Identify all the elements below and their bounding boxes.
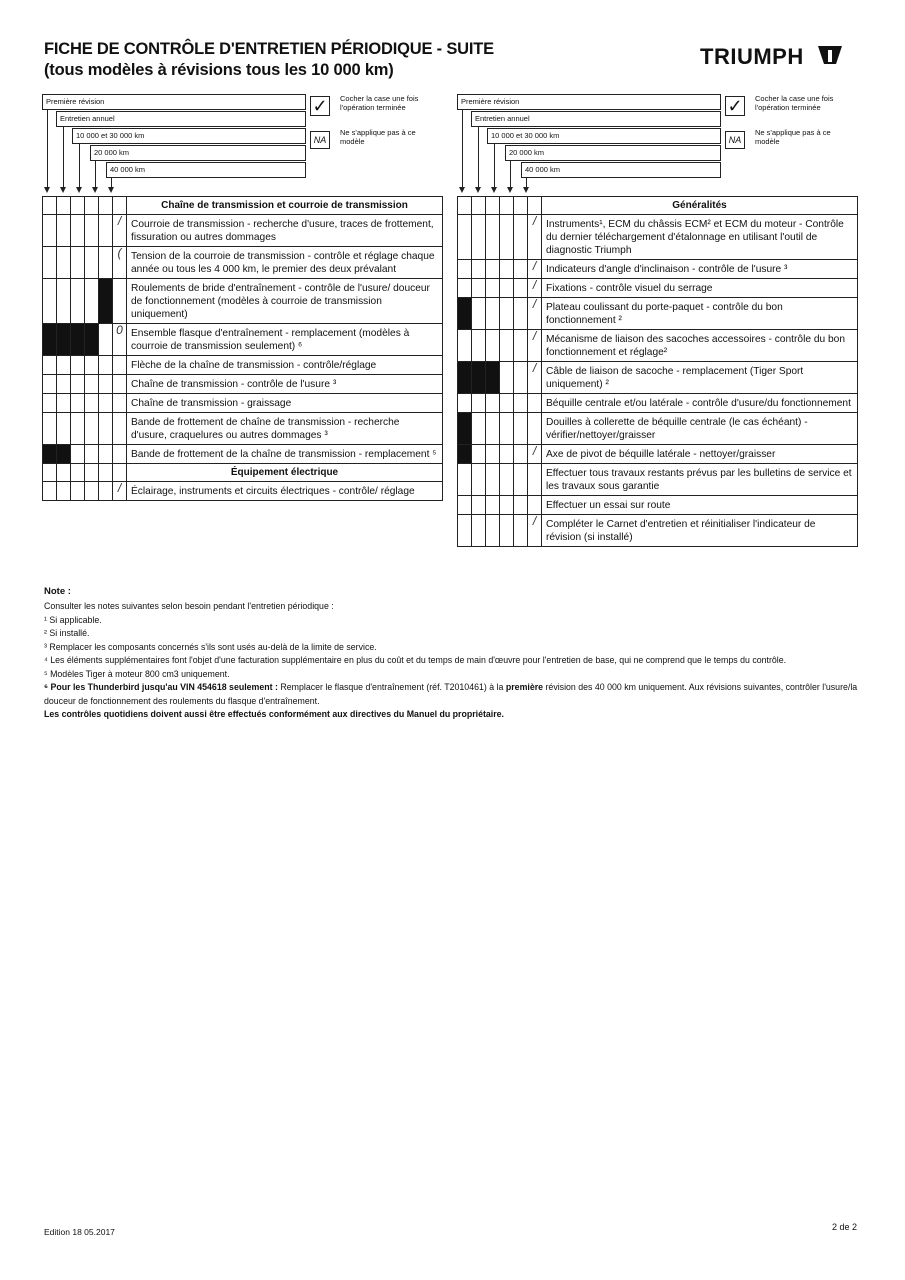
interval-checkbox[interactable] <box>514 279 528 298</box>
legend-level-3: 20 000 km <box>90 145 306 161</box>
task-description: Flèche de la chaîne de transmission - contrôle/réglage <box>127 356 443 375</box>
arrow-down-icon <box>92 187 98 193</box>
table-row <box>43 413 443 445</box>
not-applicable-cell <box>99 279 113 324</box>
blank-cell <box>472 197 486 215</box>
completion-checkbox[interactable] <box>528 215 542 260</box>
interval-checkbox[interactable] <box>99 413 113 445</box>
interval-checkbox[interactable] <box>486 464 500 496</box>
completion-checkbox[interactable] <box>113 215 127 247</box>
task-description: Bande de frottement de chaîne de transmission - recherche d'usure, craquelures ou autres dommages ³ <box>127 413 443 445</box>
edition-label: Edition 18 05.2017 <box>44 1227 115 1237</box>
completion-checkbox[interactable] <box>528 362 542 394</box>
interval-checkbox[interactable] <box>514 330 528 362</box>
table-row <box>43 394 443 413</box>
interval-checkbox[interactable] <box>43 413 57 445</box>
handwritten-mark: / <box>117 214 122 228</box>
interval-checkbox[interactable] <box>500 362 514 394</box>
interval-checkbox[interactable] <box>458 330 472 362</box>
note-item: ⁴ Les éléments supplémentaires font l'objet d'une facturation supplémentaire en plus du coût et du temps de main d'œuvre pour l'entretien de base, qui ne comprend que le temps du contrôle. <box>44 655 787 665</box>
completion-checkbox[interactable] <box>528 260 542 279</box>
check-icon: ✓ <box>725 96 745 116</box>
completion-checkbox[interactable] <box>528 298 542 330</box>
interval-checkbox[interactable] <box>500 215 514 260</box>
interval-checkbox[interactable] <box>472 464 486 496</box>
completion-checkbox[interactable] <box>113 482 127 501</box>
legend-arrow-line <box>494 144 495 188</box>
legend-arrow-line <box>462 110 463 188</box>
arrow-down-icon <box>523 187 529 193</box>
interval-checkbox[interactable] <box>57 247 71 279</box>
legend-level-3: 20 000 km <box>505 145 721 161</box>
legend-arrow-line <box>95 161 96 188</box>
table-row <box>43 375 443 394</box>
checklist-table-right <box>457 196 858 547</box>
interval-checkbox[interactable] <box>514 298 528 330</box>
task-description: Effectuer un essai sur route <box>542 496 858 515</box>
task-description: Courroie de transmission - recherche d'usure, traces de frottement, fissuration ou autres dommages <box>127 215 443 247</box>
interval-checkbox[interactable] <box>71 356 85 375</box>
blank-cell <box>85 464 99 482</box>
interval-checkbox[interactable] <box>71 445 85 464</box>
interval-checkbox[interactable] <box>486 515 500 547</box>
completion-checkbox[interactable] <box>528 496 542 515</box>
table-row <box>458 394 858 413</box>
arrow-down-icon <box>475 187 481 193</box>
interval-checkbox[interactable] <box>85 247 99 279</box>
handwritten-mark: / <box>532 329 537 343</box>
table-row <box>458 298 858 330</box>
check-icon: ✓ <box>310 96 330 116</box>
handwritten-mark: / <box>532 514 537 528</box>
arrow-down-icon <box>44 187 50 193</box>
interval-checkbox[interactable] <box>99 247 113 279</box>
blank-cell <box>486 197 500 215</box>
check-cell <box>113 197 127 215</box>
interval-checkbox[interactable] <box>57 215 71 247</box>
not-applicable-cell <box>486 362 500 394</box>
blank-cell <box>43 197 57 215</box>
task-description: Fixations - contrôle visuel du serrage <box>542 279 858 298</box>
section-title: Généralités <box>542 197 858 215</box>
section-header-row <box>458 197 858 215</box>
legend-level-1: Entretien annuel <box>56 111 306 127</box>
interval-checkbox[interactable] <box>514 394 528 413</box>
interval-checkbox[interactable] <box>43 247 57 279</box>
legend-level-0: Première révision <box>42 94 306 110</box>
legend-level-2: 10 000 et 30 000 km <box>487 128 721 144</box>
interval-checkbox[interactable] <box>486 496 500 515</box>
interval-checkbox[interactable] <box>500 260 514 279</box>
task-description: Compléter le Carnet d'entretien et réinitialiser l'indicateur de révision (si installé) <box>542 515 858 547</box>
check-cell <box>113 464 127 482</box>
interval-checkbox[interactable] <box>472 413 486 445</box>
not-applicable-cell <box>458 445 472 464</box>
interval-checkbox[interactable] <box>57 375 71 394</box>
interval-checkbox[interactable] <box>57 482 71 501</box>
interval-checkbox[interactable] <box>514 362 528 394</box>
task-description: Douilles à collerette de béquille centrale (le cas échéant) - vérifier/nettoyer/graisser <box>542 413 858 445</box>
section-title: Chaîne de transmission et courroie de transmission <box>127 197 443 215</box>
table-row <box>458 496 858 515</box>
table-row <box>458 330 858 362</box>
na-box: NA <box>725 131 745 149</box>
blank-cell <box>71 197 85 215</box>
task-description: Tension de la courroie de transmission - contrôle et réglage chaque année ou tous les 4 000 km, le premier des deux prévalant <box>127 247 443 279</box>
interval-checkbox[interactable] <box>458 496 472 515</box>
not-applicable-cell <box>472 362 486 394</box>
table-row <box>43 356 443 375</box>
table-row <box>458 515 858 547</box>
blank-cell <box>57 464 71 482</box>
completion-checkbox[interactable] <box>113 445 127 464</box>
task-description: Chaîne de transmission - contrôle de l'usure ³ <box>127 375 443 394</box>
interval-checkbox[interactable] <box>71 247 85 279</box>
not-applicable-cell <box>71 324 85 356</box>
triumph-logo-icon <box>818 44 842 66</box>
interval-checkbox[interactable] <box>57 413 71 445</box>
completion-checkbox[interactable] <box>113 356 127 375</box>
legend-check-text: Cocher la case une fois l'opération terminée <box>340 94 419 112</box>
table-row <box>43 247 443 279</box>
na-box: NA <box>310 131 330 149</box>
task-description: Plateau coulissant du porte-paquet - contrôle du bon fonctionnement ² <box>542 298 858 330</box>
completion-checkbox[interactable] <box>528 464 542 496</box>
arrow-down-icon <box>108 187 114 193</box>
arrow-down-icon <box>459 187 465 193</box>
not-applicable-cell <box>57 324 71 356</box>
table-row <box>458 215 858 260</box>
notes-heading: Note : <box>44 586 71 597</box>
interval-checkbox[interactable] <box>472 279 486 298</box>
page-subtitle: (tous modèles à révisions tous les 10 000 km) <box>44 61 394 79</box>
blank-cell <box>43 464 57 482</box>
table-row <box>458 279 858 298</box>
checklist-table-left <box>42 196 443 501</box>
table-row <box>43 482 443 501</box>
interval-checkbox[interactable] <box>514 215 528 260</box>
interval-checkbox[interactable] <box>500 413 514 445</box>
legend-arrow-line <box>63 127 64 188</box>
not-applicable-cell <box>57 445 71 464</box>
interval-checkbox[interactable] <box>472 298 486 330</box>
interval-checkbox[interactable] <box>85 279 99 324</box>
handwritten-mark: / <box>532 259 537 273</box>
not-applicable-cell <box>43 324 57 356</box>
legend-na-text: Ne s'applique pas à ce modèle <box>755 128 831 146</box>
legend-arrow-line <box>510 161 511 188</box>
interval-checkbox[interactable] <box>486 330 500 362</box>
interval-checkbox[interactable] <box>500 298 514 330</box>
note-item: ² Si installé. <box>44 628 90 638</box>
not-applicable-cell <box>458 413 472 445</box>
interval-checkbox[interactable] <box>514 464 528 496</box>
handwritten-mark: / <box>117 481 122 495</box>
interval-checkbox[interactable] <box>57 356 71 375</box>
interval-checkbox[interactable] <box>43 215 57 247</box>
legend-check-text: Cocher la case une fois l'opération terminée <box>755 94 834 112</box>
interval-checkbox[interactable] <box>500 330 514 362</box>
interval-checkbox[interactable] <box>472 215 486 260</box>
completion-checkbox[interactable] <box>528 330 542 362</box>
interval-checkbox[interactable] <box>99 375 113 394</box>
table-row <box>458 464 858 496</box>
interval-checkbox[interactable] <box>458 464 472 496</box>
legend-arrow-line <box>47 110 48 188</box>
table-row <box>458 413 858 445</box>
interval-checkbox[interactable] <box>458 515 472 547</box>
completion-checkbox[interactable] <box>113 324 127 356</box>
interval-checkbox[interactable] <box>99 356 113 375</box>
handwritten-mark: / <box>532 278 537 292</box>
interval-checkbox[interactable] <box>514 515 528 547</box>
interval-checkbox[interactable] <box>500 394 514 413</box>
interval-checkbox[interactable] <box>458 279 472 298</box>
completion-checkbox[interactable] <box>528 515 542 547</box>
note-item: ⁵ Modèles Tiger à moteur 800 cm3 uniquement. <box>44 668 230 679</box>
interval-checkbox[interactable] <box>85 375 99 394</box>
completion-checkbox[interactable] <box>113 413 127 445</box>
section-header-row <box>43 197 443 215</box>
interval-checkbox[interactable] <box>486 394 500 413</box>
table-row <box>43 279 443 324</box>
table-row <box>458 362 858 394</box>
completion-checkbox[interactable] <box>528 413 542 445</box>
brand-logo: TRIUMPH <box>700 44 804 69</box>
interval-checkbox[interactable] <box>85 215 99 247</box>
page-title: FICHE DE CONTRÔLE D'ENTRETIEN PÉRIODIQUE - SUITE <box>44 40 494 58</box>
interval-checkbox[interactable] <box>500 464 514 496</box>
task-description: Béquille centrale et/ou latérale - contrôle d'usure/du fonctionnement <box>542 394 858 413</box>
interval-checkbox[interactable] <box>486 413 500 445</box>
handwritten-mark: / <box>532 444 537 458</box>
completion-checkbox[interactable] <box>528 445 542 464</box>
blank-cell <box>514 197 528 215</box>
legend-level-1: Entretien annuel <box>471 111 721 127</box>
blank-cell <box>57 197 71 215</box>
table-row <box>458 260 858 279</box>
not-applicable-cell <box>43 445 57 464</box>
interval-checkbox[interactable] <box>71 482 85 501</box>
interval-checkbox[interactable] <box>486 445 500 464</box>
interval-checkbox[interactable] <box>458 260 472 279</box>
legend-arrow-line <box>79 144 80 188</box>
interval-checkbox[interactable] <box>486 260 500 279</box>
note-item: ¹ Si applicable. <box>44 614 102 625</box>
interval-checkbox[interactable] <box>99 215 113 247</box>
legend-na-text: Ne s'applique pas à ce modèle <box>340 128 416 146</box>
interval-checkbox[interactable] <box>99 445 113 464</box>
interval-checkbox[interactable] <box>85 356 99 375</box>
completion-checkbox[interactable] <box>113 279 127 324</box>
note-item-6: ⁶ Pour les Thunderbird jusqu'au VIN 454618 seulement : Remplacer le flasque d'entraînement (réf. T2010461) à la première révision des 40 000 km uniquement. Aux révisions suivantes, contrôler l'usure/la douceur de fonctionnement des roulements du flasque d'entraînement. <box>44 682 858 706</box>
interval-checkbox[interactable] <box>500 515 514 547</box>
not-applicable-cell <box>85 324 99 356</box>
interval-checkbox[interactable] <box>43 356 57 375</box>
interval-checkbox[interactable] <box>486 279 500 298</box>
interval-checkbox[interactable] <box>500 496 514 515</box>
interval-checkbox[interactable] <box>486 298 500 330</box>
table-row <box>43 324 443 356</box>
interval-checkbox[interactable] <box>458 394 472 413</box>
interval-checkbox[interactable] <box>57 279 71 324</box>
interval-checkbox[interactable] <box>85 482 99 501</box>
completion-checkbox[interactable] <box>528 279 542 298</box>
blank-cell <box>99 197 113 215</box>
legend-level-2: 10 000 et 30 000 km <box>72 128 306 144</box>
interval-checkbox[interactable] <box>472 445 486 464</box>
arrow-down-icon <box>507 187 513 193</box>
interval-checkbox[interactable] <box>71 394 85 413</box>
task-description: Bande de frottement de la chaîne de transmission - remplacement ⁵ <box>127 445 443 464</box>
arrow-down-icon <box>76 187 82 193</box>
interval-checkbox[interactable] <box>500 279 514 298</box>
notes-block <box>44 600 859 722</box>
interval-checkbox[interactable] <box>486 215 500 260</box>
interval-checkbox[interactable] <box>514 445 528 464</box>
legend-level-0: Première révision <box>457 94 721 110</box>
task-description: Chaîne de transmission - graissage <box>127 394 443 413</box>
blank-cell <box>99 464 113 482</box>
task-description: Effectuer tous travaux restants prévus par les bulletins de service et les travaux sous garantie <box>542 464 858 496</box>
interval-checkbox[interactable] <box>99 394 113 413</box>
blank-cell <box>458 197 472 215</box>
legend-level-4: 40 000 km <box>521 162 721 178</box>
task-description: Éclairage, instruments et circuits électriques - contrôle/ réglage <box>127 482 443 501</box>
legend-arrow-line <box>478 127 479 188</box>
not-applicable-cell <box>458 362 472 394</box>
section-title: Équipement électrique <box>127 464 443 482</box>
interval-checkbox[interactable] <box>458 215 472 260</box>
task-description: Instruments¹, ECM du châssis ECM² et ECM du moteur - Contrôle du dernier téléchargement d'étalonnage en utilisant l'outil de diagnostic Triumph <box>542 215 858 260</box>
interval-checkbox[interactable] <box>514 413 528 445</box>
handwritten-mark: / <box>532 297 537 311</box>
interval-checkbox[interactable] <box>71 413 85 445</box>
interval-checkbox[interactable] <box>43 375 57 394</box>
interval-checkbox[interactable] <box>99 324 113 356</box>
interval-checkbox[interactable] <box>85 394 99 413</box>
section-header-row <box>43 464 443 482</box>
page-number: 2 de 2 <box>832 1222 858 1232</box>
arrow-down-icon <box>491 187 497 193</box>
interval-checkbox[interactable] <box>472 496 486 515</box>
table-row <box>43 445 443 464</box>
interval-checkbox[interactable] <box>472 260 486 279</box>
blank-cell <box>85 197 99 215</box>
interval-checkbox[interactable] <box>99 482 113 501</box>
interval-checkbox[interactable] <box>43 394 57 413</box>
interval-checkbox[interactable] <box>472 330 486 362</box>
handwritten-mark: / <box>532 361 537 375</box>
task-description: Ensemble flasque d'entraînement - remplacement (modèles à courroie de transmission seulement) ⁶ <box>127 324 443 356</box>
interval-checkbox[interactable] <box>71 375 85 394</box>
not-applicable-cell <box>458 298 472 330</box>
interval-checkbox[interactable] <box>71 279 85 324</box>
interval-checkbox[interactable] <box>514 496 528 515</box>
completion-checkbox[interactable] <box>113 375 127 394</box>
interval-checkbox[interactable] <box>472 394 486 413</box>
interval-checkbox[interactable] <box>57 394 71 413</box>
handwritten-mark: 0 <box>116 323 123 337</box>
blank-cell <box>500 197 514 215</box>
task-description: Roulements de bride d'entraînement - contrôle de l'usure/ douceur de fonctionnement (modèles à courroie de transmission uniquement) <box>127 279 443 324</box>
task-description: Câble de liaison de sacoche - remplacement (Tiger Sport uniquement) ² <box>542 362 858 394</box>
task-description: Mécanisme de liaison des sacoches accessoires - contrôle du bon fonctionnement et réglage² <box>542 330 858 362</box>
notes-intro: Consulter les notes suivantes selon besoin pendant l'entretien périodique : <box>44 601 334 611</box>
blank-cell <box>71 464 85 482</box>
legend-level-4: 40 000 km <box>106 162 306 178</box>
task-description: Axe de pivot de béquille latérale - nettoyer/graisser <box>542 445 858 464</box>
interval-checkbox[interactable] <box>514 260 528 279</box>
completion-checkbox[interactable] <box>113 247 127 279</box>
interval-checkbox[interactable] <box>472 515 486 547</box>
completion-checkbox[interactable] <box>528 394 542 413</box>
interval-checkbox[interactable] <box>71 215 85 247</box>
interval-checkbox[interactable] <box>43 279 57 324</box>
handwritten-mark: ( <box>117 246 122 260</box>
note-item: ³ Remplacer les composants concernés s'ils sont usés au-delà de la limite de service. <box>44 641 377 652</box>
task-description: Indicateurs d'angle d'inclinaison - contrôle de l'usure ³ <box>542 260 858 279</box>
interval-checkbox[interactable] <box>43 482 57 501</box>
interval-checkbox[interactable] <box>85 413 99 445</box>
interval-checkbox[interactable] <box>85 445 99 464</box>
table-row <box>458 445 858 464</box>
table-row <box>43 215 443 247</box>
arrow-down-icon <box>60 187 66 193</box>
check-cell <box>528 197 542 215</box>
completion-checkbox[interactable] <box>113 394 127 413</box>
handwritten-mark: / <box>532 214 537 228</box>
notes-final: Les contrôles quotidiens doivent aussi être effectués conformément aux directives du Manuel du propriétaire. <box>44 709 504 719</box>
interval-checkbox[interactable] <box>500 445 514 464</box>
